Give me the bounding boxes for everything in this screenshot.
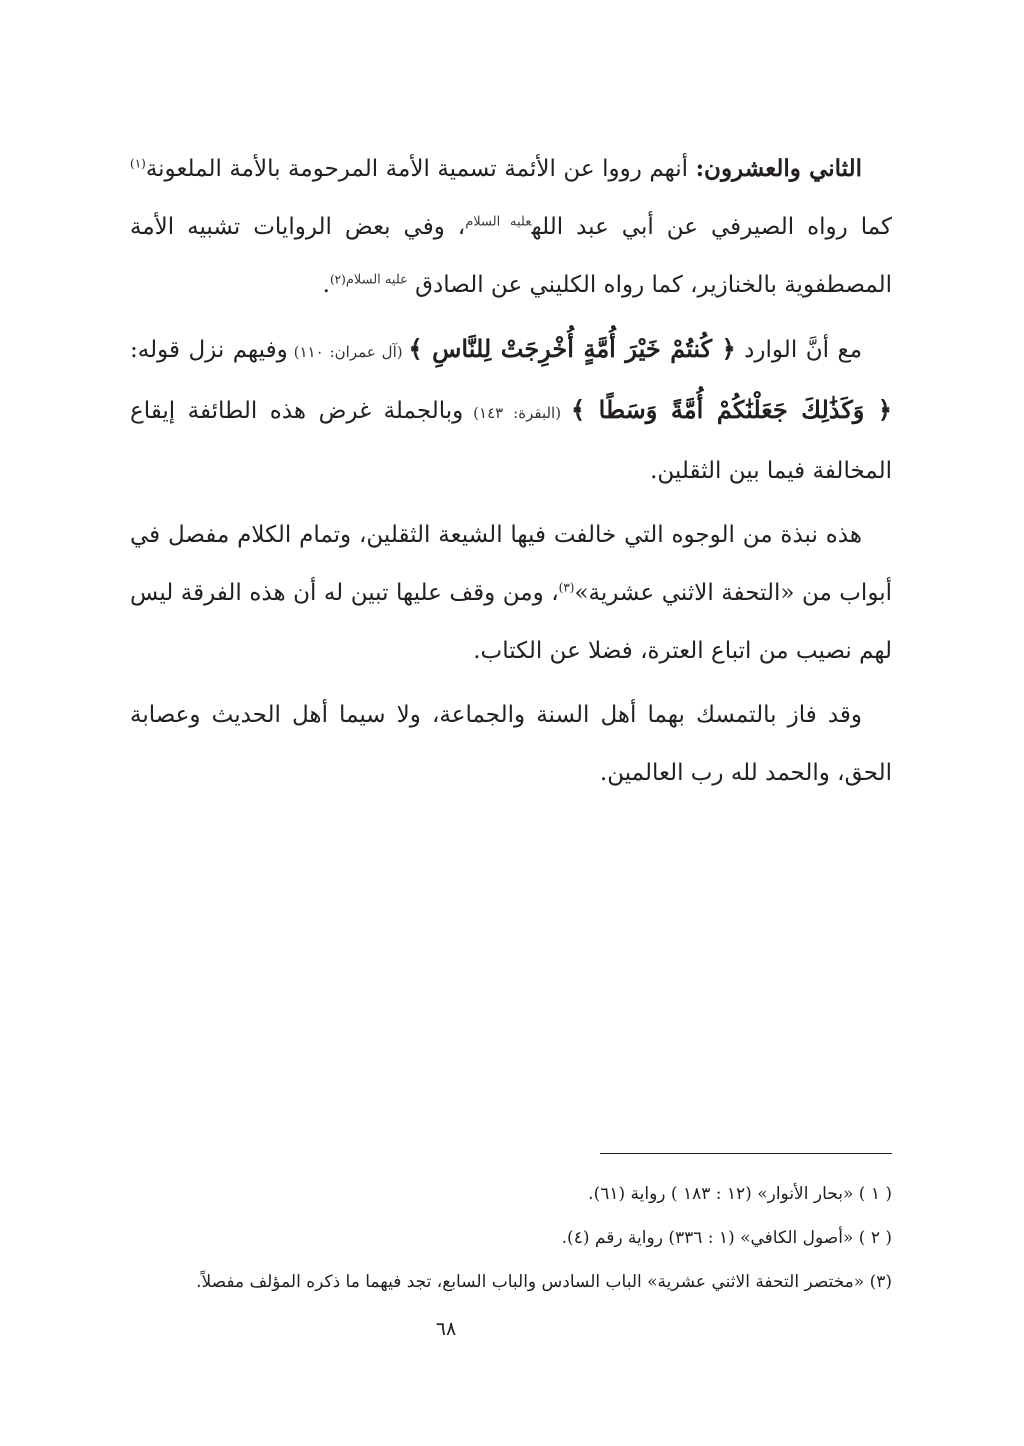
paragraph-text: وقد فاز بالتمسك بهما أهل السنة والجماعة، ولا سيما أهل الحديث وعصابة الحق، والحمد لله رب العالمين. [130, 702, 892, 786]
footnote-ref-1[interactable]: (١) [130, 156, 146, 171]
paragraph-1 [130, 140, 892, 314]
paragraph-text: . [322, 272, 330, 298]
verse-citation: (آل عمران: ١١٠) [287, 343, 409, 361]
document-page [130, 0, 892, 1446]
honorific-mark: عليه السلام [465, 214, 532, 230]
footnote-divider [600, 1153, 892, 1154]
quran-verse: ﴿ كُنتُمْ خَيْرَ أُمَّةٍ أُخْرِجَتْ لِلنَّاسِ ﴾ [408, 334, 736, 363]
verse-citation: (البقرة: ١٤٣) [463, 404, 572, 422]
paragraph-3 [130, 506, 892, 680]
footnote-1: ( ١ ) «بحار الأنوار» (١٢ : ١٨٣ ) رواية (٦١). [588, 1184, 892, 1204]
paragraph-text: وفيهم نزل قوله: [130, 337, 288, 363]
quran-verse: ﴿ وَكَذَٰلِكَ جَعَلْنَٰكُمْ أُمَّةً وَسَطًا ﴾ [571, 395, 892, 424]
footnote-ref-2[interactable]: (٢) [329, 272, 346, 287]
paragraph-text: أنهم رووا عن الأئمة تسمية الأمة المرحومة بالأمة الملعونة [145, 156, 696, 182]
footnote-ref-3[interactable]: (٣) [558, 580, 575, 595]
footnote-3: (٣) «مختصر التحفة الاثني عشرية» الباب السادس والباب السابع، تجد فيهما ما ذكره المؤلف مفصلاً. [196, 1272, 892, 1292]
section-lead: الثاني والعشرون: [695, 155, 862, 182]
footnote-2: ( ٢ ) «أصول الكافي» (١ : ٣٣٦) رواية رقم (٤). [561, 1228, 892, 1248]
paragraph-text: هذه نبذة من الوجوه التي خالفت فيها الشيعة الثقلين، وتمام الكلام مفصل في أبواب من «التحفة الاثني عشرية» [130, 522, 892, 606]
paragraph-text: كما رواه الصيرفي عن أبي عبد الله [531, 214, 892, 240]
paragraph-text: مع أنَّ الوارد [735, 337, 863, 363]
body-text [130, 140, 892, 808]
paragraph-text: وبالجملة غرض هذه الطائفة إيقاع المخالفة فيما بين الثقلين. [130, 398, 892, 484]
paragraph-2 [130, 320, 892, 500]
footnotes [130, 1172, 892, 1304]
paragraph-text: ، وفي بعض الروايات تشبيه الأمة المصطفوية بالخنازير، كما رواه الكليني عن الصادق [130, 214, 892, 298]
paragraph-text: ، ومن وقف عليها تبين له أن هذه الفرقة ليس لهم نصيب من اتباع العترة، فضلا عن الكتاب. [130, 580, 892, 664]
page-number: ٦٨ [435, 1318, 457, 1340]
paragraph-4 [130, 686, 892, 802]
honorific-mark: عليه السلام [345, 272, 408, 288]
